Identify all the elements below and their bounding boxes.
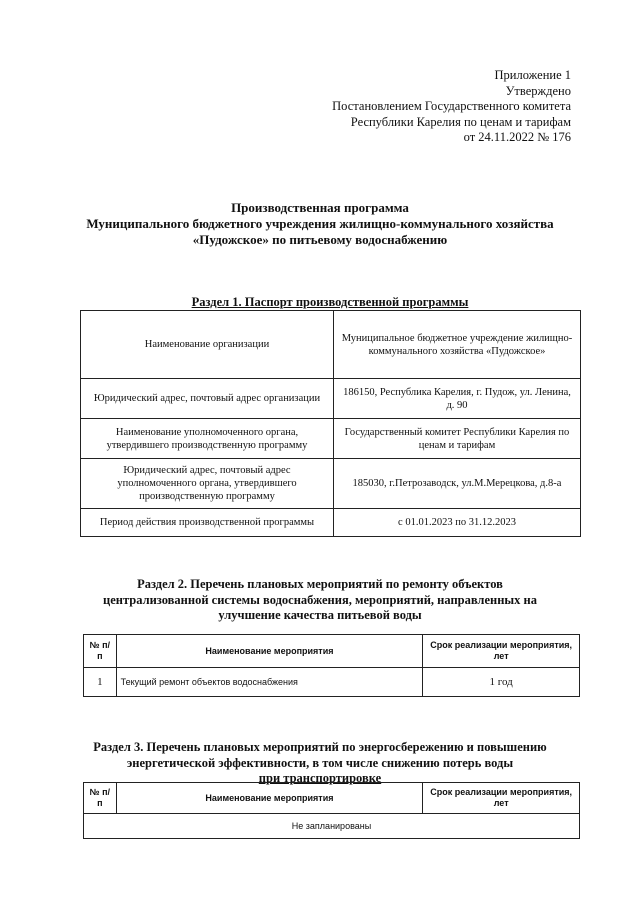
table-cell-value: Государственный комитет Республики Карелия по ценам и тарифам bbox=[334, 419, 581, 459]
resolution-line: Постановлением Государственного комитета bbox=[332, 99, 571, 113]
section3-title-line-3: при транспортировке bbox=[258, 771, 382, 785]
cell-num: 1 bbox=[84, 668, 117, 697]
section2-title-line-3: улучшение качества питьевой воды bbox=[218, 608, 422, 622]
section1-title bbox=[80, 295, 580, 311]
approval-block bbox=[332, 68, 571, 146]
program-title-line-1: Производственная программа bbox=[231, 200, 409, 215]
header-num: № п/п bbox=[84, 783, 117, 814]
header-num: № п/п bbox=[84, 635, 117, 668]
table-header-row bbox=[84, 635, 580, 668]
approved-label: Утверждено bbox=[505, 83, 571, 98]
energy-measures-table bbox=[83, 782, 580, 839]
program-title-line-2: Муниципального бюджетного учреждения жилищно-коммунального хозяйства bbox=[86, 216, 554, 231]
table-cell-label: Юридический адрес, почтовый адрес уполномоченного органа, утвердившего производственную программу bbox=[81, 459, 334, 509]
program-title bbox=[60, 200, 580, 248]
header-term: Срок реализации мероприятия, лет bbox=[423, 635, 580, 668]
table-row bbox=[81, 459, 581, 509]
section1-title-text: Раздел 1. Паспорт производственной программы bbox=[191, 295, 469, 309]
section2-title-line-2: централизованной системы водоснабжения, мероприятий, направленных на bbox=[103, 592, 537, 607]
table-row bbox=[81, 419, 581, 459]
table-row bbox=[81, 509, 581, 537]
section2-title bbox=[70, 577, 570, 624]
table-header-row bbox=[84, 783, 580, 814]
section3-title bbox=[60, 740, 580, 787]
appendix-label: Приложение 1 bbox=[494, 68, 571, 82]
resolution-date: от 24.11.2022 № 176 bbox=[463, 130, 571, 144]
table-cell-value: с 01.01.2023 по 31.12.2023 bbox=[334, 509, 581, 537]
table-row bbox=[84, 814, 580, 839]
empty-row-text: Не запланированы bbox=[84, 814, 580, 839]
table-cell-label: Период действия производственной программы bbox=[81, 509, 334, 537]
section3-title-line-2: энергетической эффективности, в том числе снижению потерь воды bbox=[126, 755, 514, 770]
table-row bbox=[81, 379, 581, 419]
cell-term: 1 год bbox=[423, 668, 580, 697]
table-row bbox=[81, 311, 581, 379]
section2-title-line-1: Раздел 2. Перечень плановых мероприятий по ремонту объектов bbox=[137, 577, 503, 591]
table-cell-label: Юридический адрес, почтовый адрес организации bbox=[81, 379, 334, 419]
program-title-line-3: «Пудожское» по питьевому водоснабжению bbox=[192, 232, 448, 247]
committee-line: Республики Карелия по ценам и тарифам bbox=[350, 114, 571, 129]
header-name: Наименование мероприятия bbox=[116, 635, 423, 668]
cell-name: Текущий ремонт объектов водоснабжения bbox=[116, 668, 423, 697]
table-cell-value: 186150, Республика Карелия, г. Пудож, ул. Ленина, д. 90 bbox=[334, 379, 581, 419]
header-term: Срок реализации мероприятия, лет bbox=[423, 783, 580, 814]
repair-measures-table bbox=[83, 634, 580, 697]
table-cell-label: Наименование уполномоченного органа, утвердившего производственную программу bbox=[81, 419, 334, 459]
table-row bbox=[84, 668, 580, 697]
table-cell-value: 185030, г.Петрозаводск, ул.М.Мерецкова, д.8-а bbox=[334, 459, 581, 509]
passport-table bbox=[80, 310, 581, 537]
section3-title-line-1: Раздел 3. Перечень плановых мероприятий по энергосбережению и повышению bbox=[93, 740, 547, 754]
table-cell-value: Муниципальное бюджетное учреждение жилищно-коммунального хозяйства «Пудожское» bbox=[334, 311, 581, 379]
table-cell-label: Наименование организации bbox=[81, 311, 334, 379]
header-name: Наименование мероприятия bbox=[116, 783, 423, 814]
